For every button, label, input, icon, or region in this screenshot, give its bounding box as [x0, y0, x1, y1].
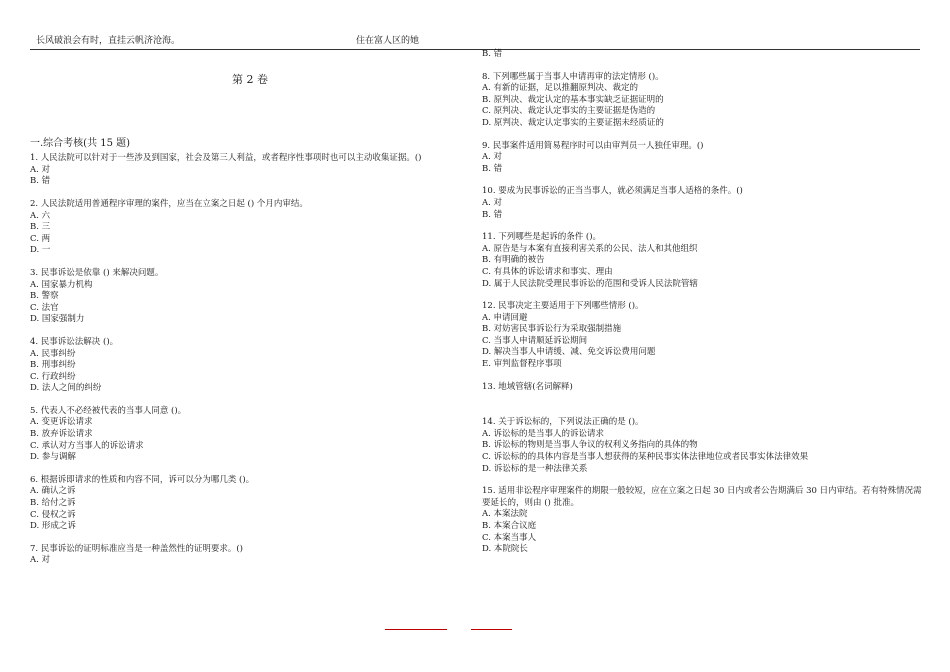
question-item	[30, 544, 470, 567]
question-option: B. 错	[482, 209, 503, 220]
question-option: A. 对	[30, 555, 51, 566]
question-option: B. 警察	[30, 291, 59, 302]
volume-title: 第 2 卷	[232, 73, 268, 86]
question-option: A. 对	[482, 197, 503, 208]
question-option: B. 错	[482, 163, 503, 174]
question-item	[482, 72, 927, 130]
question-option: A. 对	[482, 152, 503, 163]
question-option: D. 本院院长	[482, 544, 528, 555]
right-column	[482, 49, 927, 567]
question-stem: 1. 人民法院可以针对于一些涉及到国家，社会及第三人利益，或者程序性事项时也可以主动收集证据。()	[30, 153, 422, 164]
question-option: D. 国家强制力	[30, 314, 85, 325]
question-option: B. 刑事纠纷	[30, 360, 76, 371]
question-stem: 14. 关于诉讼标的，下列说法正确的是 ()。	[482, 417, 644, 428]
question-stem: 11. 下列哪些是起诉的条件 ()。	[482, 232, 602, 243]
question-stem: 4. 民事诉讼法解决 ()。	[30, 336, 119, 347]
question-item	[30, 337, 470, 395]
question-option: C. 侵权之诉	[30, 509, 76, 520]
question-option: A. 确认之诉	[30, 486, 76, 497]
question-option: D. 一	[30, 245, 51, 256]
question-option: A. 诉讼标的是当事人的诉讼请求	[482, 428, 605, 439]
question-option: C. 诉讼标的的具体内容是当事人想获得的某种民事实体法律地位或者民事实体法律效果	[482, 452, 809, 463]
question-option: C. 行政纠纷	[30, 371, 76, 382]
question-item	[30, 153, 470, 188]
question-item	[482, 382, 927, 394]
question-item	[30, 475, 470, 533]
question-stem: 15. 适用非讼程序审理案件的期限一般较短，应在立案之日起 30 日内或者公告期满后 30 日内审结。若有特殊情况需要延长的，则由 () 批准。	[482, 486, 922, 508]
question-option: C. 法官	[30, 302, 59, 313]
question-option: B. 有明确的被告	[482, 255, 545, 266]
question-option: D. 参与调解	[30, 452, 76, 463]
question-option: A. 申请回避	[482, 312, 528, 323]
left-question-list	[30, 153, 470, 567]
question-item	[482, 301, 927, 371]
question-option: A. 本案法院	[482, 509, 528, 520]
question-option: B. 本案合议庭	[482, 521, 537, 531]
footer-rule-left	[385, 629, 447, 630]
question-option: B. 原判决、裁定认定的基本事实缺乏证据证明的	[482, 94, 664, 105]
header-center-text: 住在富人区的她	[356, 36, 420, 46]
question-option: B. 三	[30, 222, 51, 233]
question-item	[482, 417, 927, 475]
question-option: A. 有新的证据，足以推翻原判决、裁定的	[482, 83, 639, 94]
question-item	[30, 199, 470, 257]
question-option: A. 国家暴力机构	[30, 279, 93, 290]
question-item	[482, 486, 927, 556]
left-column	[30, 49, 470, 578]
question-option: D. 解决当事人申请缓、减、免交诉讼费用问题	[482, 347, 656, 358]
question-option: D. 形成之诉	[30, 521, 76, 532]
question-option: A. 民事纠纷	[30, 348, 76, 359]
question-option: B. 给付之诉	[30, 498, 76, 509]
question-item	[30, 406, 470, 464]
question-option: C. 本案当事人	[482, 532, 537, 543]
question-option: B. 错	[30, 176, 51, 187]
carryover-option: B. 错	[482, 49, 503, 59]
question-option: C. 有具体的诉讼请求和事实、理由	[482, 266, 613, 277]
section-title: 一.综合考核(共 15 题)	[30, 137, 131, 149]
question-option: C. 承认对方当事人的诉讼请求	[30, 440, 144, 451]
question-stem: 7. 民事诉讼的证明标准应当是一种盖然性的证明要求。()	[30, 543, 243, 554]
question-option: D. 原判决、裁定认定事实的主要证据未经质证的	[482, 117, 664, 128]
question-option: C. 原判决、裁定认定事实的主要证据是伪造的	[482, 106, 656, 117]
question-option: B. 诉讼标的物则是当事人争议的权利义务指向的具体的物	[482, 440, 698, 451]
page-header	[30, 36, 920, 50]
question-item	[482, 232, 927, 290]
question-stem: 8. 下列哪些属于当事人申请再审的法定情形 ()。	[482, 71, 664, 82]
question-option: D. 诉讼标的是一种法律关系	[482, 463, 588, 474]
question-stem: 5. 代表人不必经被代表的当事人同意 ()。	[30, 405, 187, 416]
question-stem: 3. 民事诉讼是依靠 () 来解决问题。	[30, 267, 164, 278]
question-option: A. 原告是与本案有直接利害关系的公民、法人和其他组织	[482, 243, 698, 254]
right-question-list	[482, 72, 927, 556]
question-option: A. 对	[30, 164, 51, 175]
question-stem: 10. 要成为民事诉讼的正当当事人，就必须满足当事人适格的条件。()	[482, 186, 743, 197]
question-option: E. 审判监督程序事项	[482, 359, 562, 370]
question-stem: 12. 民事决定主要适用于下列哪些情形 ()。	[482, 301, 644, 312]
question-option: D. 属于人民法院受理民事诉讼的范围和受诉人民法院管辖	[482, 278, 698, 289]
question-option: B. 对妨害民事诉讼行为采取强制措施	[482, 324, 622, 335]
question-stem: 2. 人民法院适用普通程序审理的案件，应当在立案之日起 () 个月内审结。	[30, 198, 308, 209]
question-stem: 9. 民事案件适用简易程序时可以由审判员一人独任审理。()	[482, 140, 704, 151]
question-option: A. 变更诉讼请求	[30, 417, 93, 428]
question-item	[482, 186, 927, 221]
question-option: C. 两	[30, 233, 51, 244]
question-option: D. 法人之间的纠纷	[30, 383, 102, 394]
question-option: A. 六	[30, 210, 51, 221]
question-item	[482, 141, 927, 176]
footer-rule-right	[471, 629, 512, 630]
header-left-text: 长风破浪会有时，直挂云帆济沧海。	[36, 36, 181, 46]
question-option: C. 当事人申请顺延诉讼期间	[482, 335, 588, 346]
question-stem: 6. 根据诉即请求的性质和内容不同，诉可以分为哪几类 ()。	[30, 474, 255, 485]
question-option: B. 放弃诉讼请求	[30, 429, 93, 440]
question-stem: 13. 地域管辖(名词解释)	[482, 381, 573, 392]
question-item	[30, 268, 470, 326]
